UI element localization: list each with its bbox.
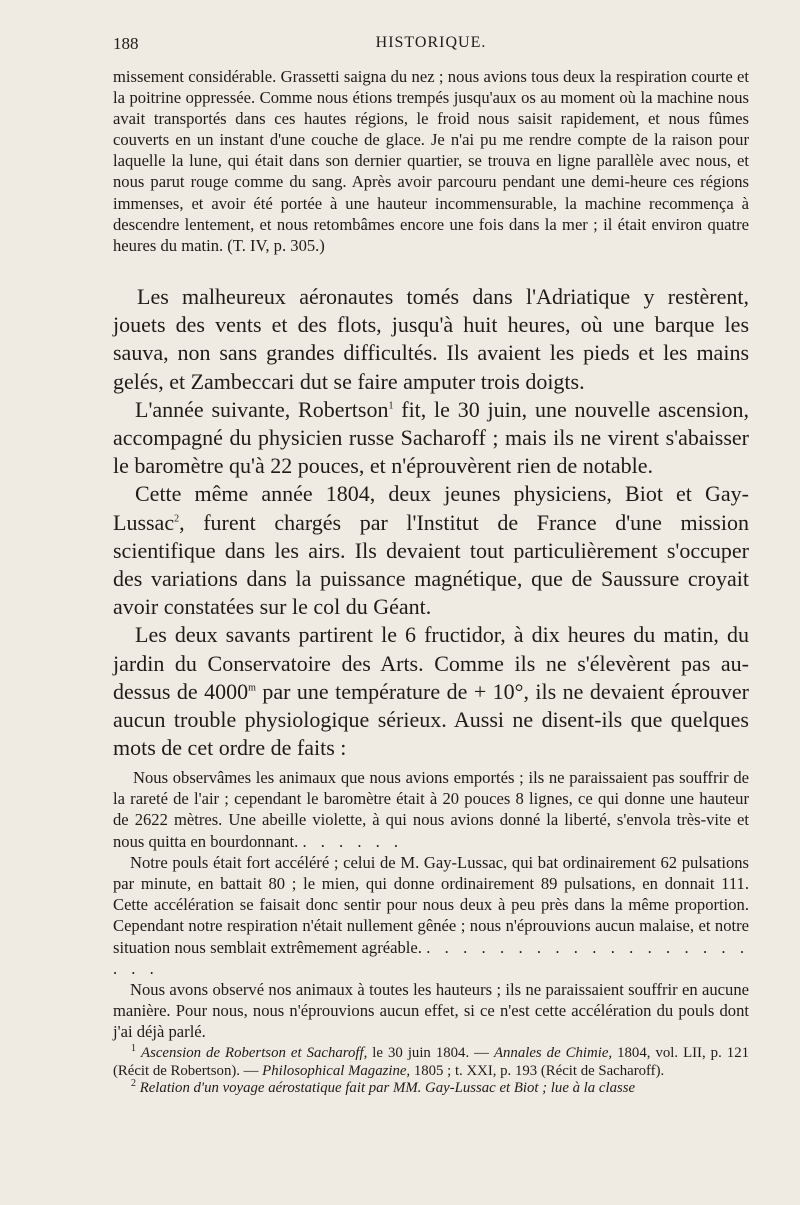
footnote-text: Relation d'un voyage aérostatique fait par MM. Gay-Lussac et Biot ; lue à la classe: [139, 1080, 636, 1096]
footnote-ref-2: 2: [174, 513, 180, 525]
ellipsis-dots: . . . . . .: [302, 831, 404, 851]
text-run: Cette même année 1804, deux jeunes physiciens, Biot et Gay-Lussac: [113, 481, 749, 535]
quoted-passage-top: [113, 66, 749, 256]
ellipsis-dots: . . . . . . . . . . . . . . . . . . . . .: [113, 937, 749, 978]
quote-paragraph-1: [113, 767, 749, 852]
page-header: [113, 34, 749, 58]
unit-superscript: m: [248, 682, 256, 694]
body-paragraph-3: [113, 480, 749, 621]
quote-paragraph-3: Nous avons observé nos animaux à toutes les hauteurs ; ils ne paraissaient souffrir en aucune manière. Pour nous, nous n'éprouvions aucun effet, si ce n'est cette accélération du pouls dont j'ai déjà parlé.: [113, 980, 749, 1042]
quote-paragraph: missement considérable. Grassetti saigna du nez ; nous avions tous deux la respiration courte et la poitrine oppressée. Comme nous étions trempés jusqu'aux os au moment où la machine nous avait transportés dans ces hautes régions, le froid nous saisit rapidement, et nous fûmes couverts en un instant d'une couche de glace. Je n'ai pu me rendre compte de la raison pour laquelle la lune, qui était dans son dernier quartier, se trouva en ligne parallèle avec nous, et nous parut rouge comme du sang. Après avoir parcouru pendant une demi-heure ces régions immenses, et avoir été portée à une hauteur incommensurable, la machine recommença à descendre lentement, et nous retombâmes encore une fois dans la mer ; il était environ quatre heures du matin. (T. IV, p. 305.): [113, 67, 749, 255]
text-run: Notre pouls était fort accéléré ; celui de M. Gay-Lussac, qui bat ordinairement 62 pulsations par minute, en battait 80 ; le mien, qui donne ordinairement 89 pulsations, en donnait 111. Cette accélération se faisait donc sentir pour nous deux à peu près dans la même proportion. Cependant notre respiration n'était nullement gênée ; nous n'éprouvions aucun malaise, et notre situation nous semblait extrêmement agréable.: [113, 852, 749, 957]
body-paragraph-2: [113, 396, 749, 481]
main-text: [113, 283, 749, 762]
running-title: HISTORIQUE.: [375, 34, 487, 51]
footnote-mark-2: 2: [131, 1078, 136, 1090]
body-paragraph-4: [113, 621, 749, 762]
footnote-title: Ascension de Robertson et Sacharoff,: [141, 1045, 368, 1061]
footnotes: [113, 1045, 749, 1098]
page-number: 188: [113, 34, 139, 53]
journal-title: Annales de Chimie,: [493, 1045, 613, 1061]
journal-title: Philosophical Magazine,: [262, 1062, 411, 1079]
footnote-ref-1: 1: [388, 400, 394, 412]
footnote-1: [113, 1045, 749, 1080]
text-run: 1804, vol. LII, p. 121 (Récit de Robertson). —: [113, 1045, 749, 1079]
text-run: L'année suivante, Robertson: [135, 396, 389, 422]
footnote-2: [113, 1080, 749, 1098]
text-run: fit, le 30 juin, une nouvelle ascension, accompagné du physicien russe Sacharoff ; mais ils ne virent s'abaisser le baromètre qu'à 22 pouces, et n'éprouvèrent rien de notable.: [113, 396, 750, 479]
footnote-mark-1: 1: [131, 1043, 136, 1055]
text-run: 1805 ; t. XXI, p. 193 (Récit de Sacharoff).: [410, 1062, 665, 1079]
text-run: le 30 juin 1804. —: [367, 1045, 494, 1061]
body-paragraph-1: Les malheureux aéronautes tomés dans l'Adriatique y restèrent, jouets des vents et des flots, jusqu'à huit heures, où une barque les sauva, non sans grandes difficultés. Ils avaient les pieds et les mains gelés, et Zambeccari dut se faire amputer trois doigts.: [113, 284, 749, 394]
text-run: , furent chargés par l'Institut de France d'une mission scientifique dans les airs. Ils devaient tout particulièrement s'occuper des variations dans la puissance magnétique, que de Saussure croyait avoir constatées sur le col du Géant.: [113, 509, 749, 620]
text-run: Nous observâmes les animaux que nous avions emportés ; ils ne paraissaient pas souffrir de la rareté de l'air ; cependant le baromètre était à 20 pouces 8 lignes, ce qui donne une hauteur de 2622 mètres. Une abeille violette, à qui nous avions donné la liberté, s'envola très-vite et nous quitta en bourdonnant.: [113, 768, 749, 851]
quoted-passage-bottom: [113, 767, 749, 1043]
quote-paragraph-2: [113, 852, 749, 979]
text-run: par une température de + 10°, ils ne devaient éprouver aucun trouble physiologique sérieux. Aussi ne disent-ils que quelques mots de cet ordre de faits :: [113, 678, 750, 761]
text-run: Les deux savants partirent le 6 fructidor, à dix heures du matin, du jardin du Conservatoire des Arts. Comme ils ne s'élevèrent pas au-dessus de 4000: [113, 622, 749, 704]
